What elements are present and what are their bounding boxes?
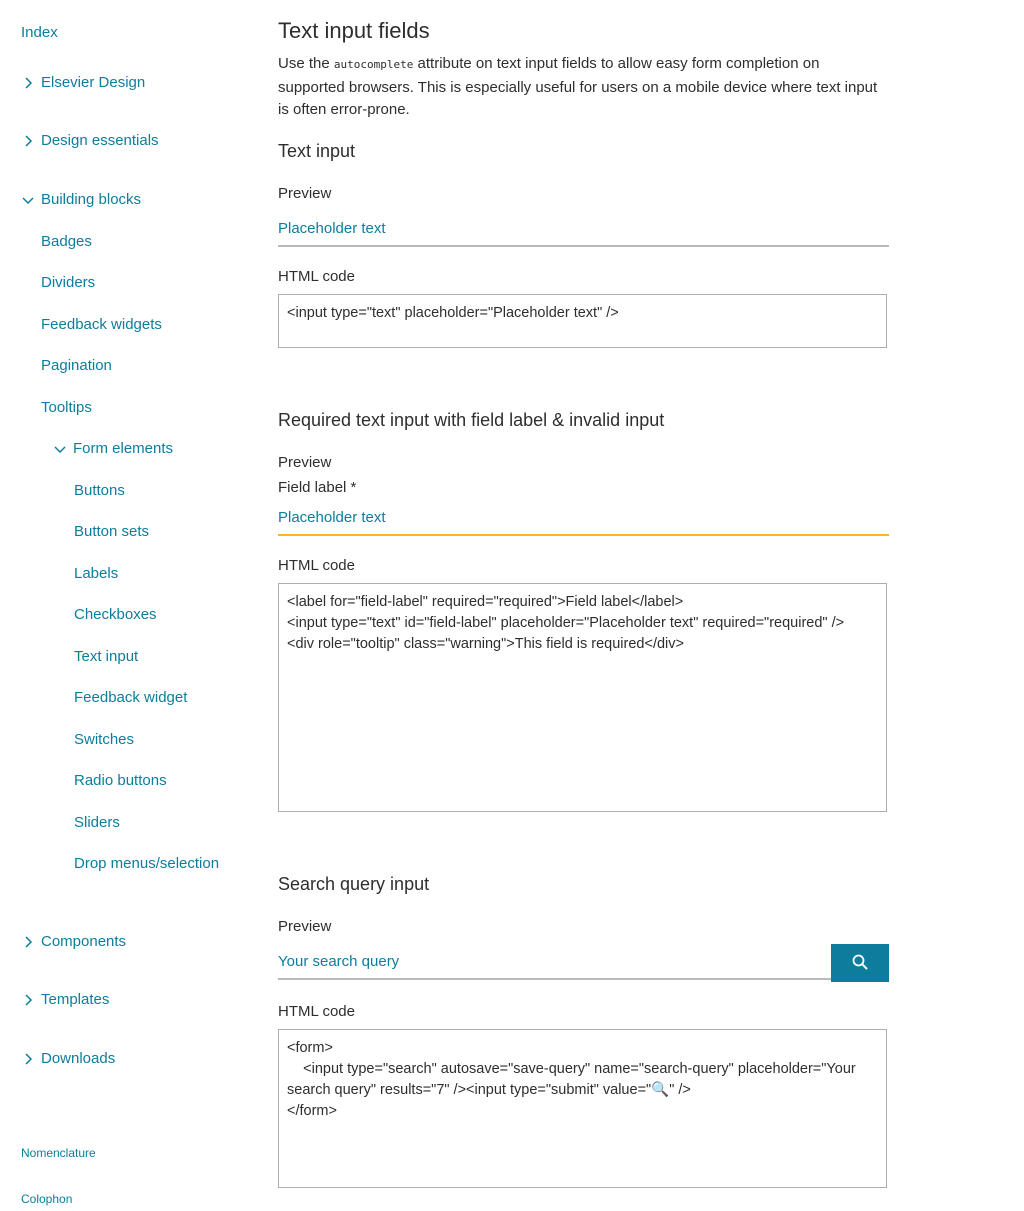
sidebar-item-label: Checkboxes [74,606,157,623]
sidebar-item-button-sets[interactable] [74,522,149,542]
sidebar-item-label: Components [41,933,127,950]
chevron-down-icon [53,439,67,459]
sidebar-item-label: Feedback widgets [41,316,162,333]
sidebar-item-label: Drop menus/selection [74,855,220,872]
preview-label: Preview [278,185,332,202]
sidebar-item-feedback-widget[interactable] [74,688,187,708]
sidebar-item-label: Button sets [74,523,150,540]
preview-label: Preview [278,918,332,935]
field-label: Field label * [278,479,357,496]
chevron-right-icon [21,932,35,952]
html-code-box[interactable]: <form> <input type="search" autosave="save-query" name="search-query" placeholder="Your search query" results="7" /><input type="submit" value="🔍" /> </form> [278,1029,887,1188]
html-code-box[interactable]: <label for="field-label" required="required">Field label</label> <input type="text" id="field-label" placeholder="Placeholder text" required="required" /> <div role="tooltip" class="warning">This field is required</div> [278,583,887,812]
sidebar-item-label: Badges [41,233,92,250]
intro-code: autocomplete [333,58,414,71]
sidebar-item-label: Colophon [21,1192,73,1206]
intro-text-after: attribute on text input fields to allow easy form completion on supported browsers. This is especially useful for users on a mobile device where text input is often error-prone. [278,55,878,118]
sidebar-item-switches[interactable] [74,730,134,750]
sidebar-item-drop-menus[interactable] [74,854,219,874]
sidebar-item-sliders[interactable] [74,813,120,833]
sidebar-item-design-essentials[interactable] [21,131,159,151]
sidebar-item-label: Templates [41,991,110,1008]
preview-label: Preview [278,454,332,471]
sidebar-item-label: Text input [74,648,139,665]
sidebar-item-form-elements[interactable] [53,439,173,459]
sidebar-item-buttons[interactable] [74,481,125,501]
sidebar-item-elsevier-design[interactable] [21,73,145,93]
sidebar-item-label: Labels [74,565,119,582]
page-title: Text input fields [278,18,430,43]
sidebar-item-feedback-widgets[interactable] [41,315,162,335]
sidebar-item-label: Tooltips [41,399,92,416]
section-heading-text-input: Text input [278,141,356,161]
sidebar-item-checkboxes[interactable] [74,605,157,625]
html-code-label: HTML code [278,1003,355,1020]
sidebar-item-templates[interactable] [21,990,109,1010]
chevron-right-icon [21,1049,35,1069]
sidebar-item-label: Nomenclature [21,1146,96,1160]
intro-paragraph [278,53,889,122]
sidebar-item-downloads[interactable] [21,1049,115,1069]
sidebar-item-pagination[interactable] [41,356,112,376]
sidebar-item-components[interactable] [21,932,126,952]
section-heading-search-query: Search query input [278,874,430,894]
sidebar-item-nomenclature[interactable] [21,1143,96,1163]
sidebar-item-label: Downloads [41,1050,116,1067]
text-input-preview[interactable] [278,211,889,247]
search-icon [852,954,868,973]
sidebar-item-label: Buttons [74,482,125,499]
sidebar-item-label: Feedback widget [74,689,188,706]
required-text-input-preview[interactable] [278,500,889,536]
sidebar-item-label: Sliders [74,814,120,831]
intro-text-before: Use the [278,55,334,72]
sidebar-item-label: Building blocks [41,191,142,208]
search-submit-button[interactable] [831,944,889,982]
sidebar-item-dividers[interactable] [41,273,95,293]
sidebar-item-radio-buttons[interactable] [74,771,167,791]
chevron-right-icon [21,73,35,93]
sidebar-item-label: Dividers [41,274,96,291]
sidebar-item-colophon[interactable] [21,1189,72,1209]
sidebar-item-label: Elsevier Design [41,74,146,91]
sidebar-item-label: Design essentials [41,132,159,149]
chevron-right-icon [21,990,35,1010]
search-query-input[interactable] [278,944,831,980]
sidebar-item-index[interactable] [21,23,58,43]
sidebar-item-tooltips[interactable] [41,398,92,418]
sidebar-item-label: Index [21,24,58,41]
html-code-label: HTML code [278,557,355,574]
sidebar-item-label: Switches [74,731,135,748]
sidebar-item-badges[interactable] [41,232,92,252]
sidebar-item-label: Form elements [73,440,174,457]
html-code-label: HTML code [278,268,355,285]
sidebar-item-labels[interactable] [74,564,118,584]
html-code-box[interactable]: <input type="text" placeholder="Placeholder text" /> [278,294,887,348]
sidebar-item-label: Radio buttons [74,772,167,789]
chevron-down-icon [21,190,35,210]
chevron-right-icon [21,131,35,151]
sidebar-item-label: Pagination [41,357,112,374]
sidebar-nav [0,0,250,1211]
section-heading-required-input: Required text input with field label & invalid input [278,410,665,430]
sidebar-item-building-blocks[interactable] [21,190,141,210]
sidebar-item-text-input[interactable] [74,647,138,667]
